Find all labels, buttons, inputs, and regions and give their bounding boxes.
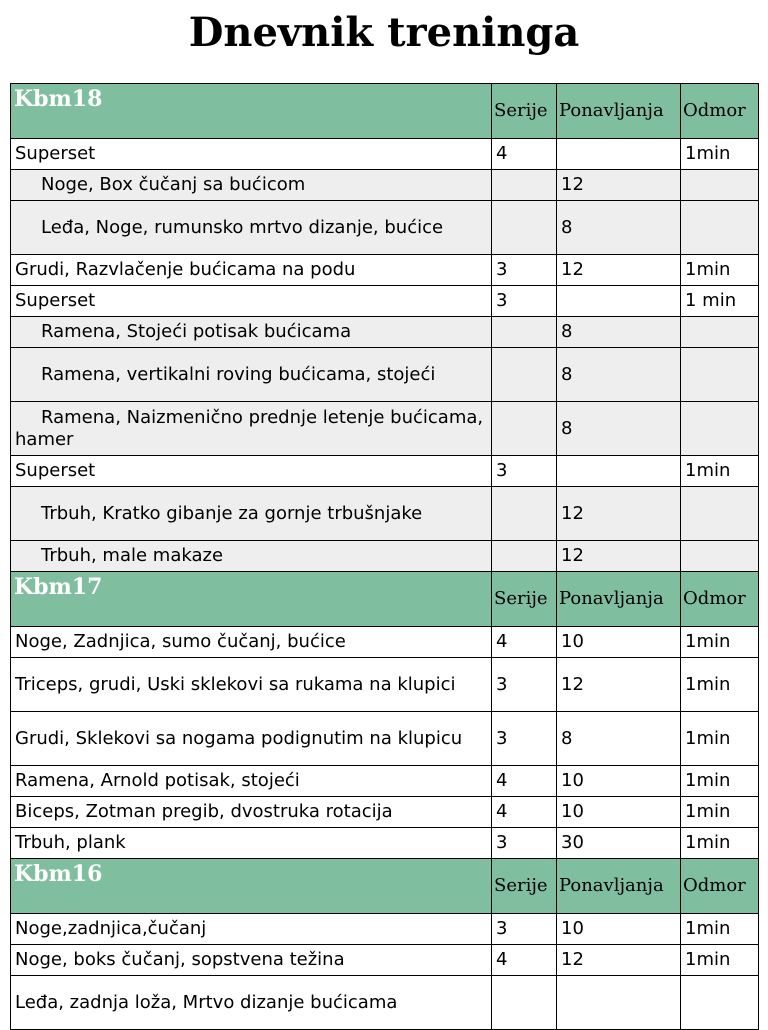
exercise-row — [11, 712, 759, 766]
exercise-name: Grudi, Razvlačenje bućicama na podu — [11, 255, 492, 286]
reps-cell — [557, 139, 681, 170]
reps-cell: 8 — [557, 317, 681, 348]
superset-exercise-row — [11, 317, 759, 348]
exercise-name: Biceps, Zotman pregib, dvostruka rotacija — [11, 797, 492, 828]
superset-exercise-row — [11, 402, 759, 456]
exercise-row — [11, 658, 759, 712]
training-log-body — [11, 84, 759, 1030]
superset-exercise-row — [11, 170, 759, 201]
sets-cell — [492, 402, 557, 456]
rest-cell: 1min — [681, 658, 759, 712]
sets-cell — [492, 317, 557, 348]
rest-cell: 1min — [681, 456, 759, 487]
exercise-name: Trbuh, plank — [11, 828, 492, 859]
reps-column-header: Ponavljanja — [557, 859, 681, 914]
reps-cell — [557, 976, 681, 1030]
exercise-row — [11, 945, 759, 976]
reps-cell: 12 — [557, 170, 681, 201]
exercise-name: Noge, boks čučanj, sopstvena težina — [11, 945, 492, 976]
rest-column-header: Odmor — [681, 859, 759, 914]
sets-cell — [492, 976, 557, 1030]
reps-cell: 12 — [557, 487, 681, 541]
sets-column-header: Serije — [492, 572, 557, 627]
exercise-name: Noge, Box čučanj sa bućicom — [11, 170, 492, 201]
superset-exercise-row — [11, 201, 759, 255]
exercise-name: Noge,zadnjica,čučanj — [11, 914, 492, 945]
superset-exercise-row — [11, 348, 759, 402]
rest-cell — [681, 541, 759, 572]
reps-cell: 10 — [557, 914, 681, 945]
rest-cell: 1min — [681, 766, 759, 797]
exercise-row — [11, 255, 759, 286]
sets-column-header: Serije — [492, 84, 557, 139]
exercise-row — [11, 828, 759, 859]
sets-cell: 3 — [492, 456, 557, 487]
rest-column-header: Odmor — [681, 572, 759, 627]
sets-cell — [492, 201, 557, 255]
exercise-name: Superset — [11, 139, 492, 170]
exercise-name: Trbuh, Kratko gibanje za gornje trbušnjake — [11, 487, 492, 541]
sets-cell: 4 — [492, 766, 557, 797]
reps-cell: 10 — [557, 627, 681, 658]
reps-cell — [557, 456, 681, 487]
exercise-row — [11, 627, 759, 658]
rest-cell: 1min — [681, 945, 759, 976]
reps-column-header: Ponavljanja — [557, 84, 681, 139]
reps-cell: 12 — [557, 945, 681, 976]
reps-cell: 8 — [557, 348, 681, 402]
rest-cell: 1min — [681, 627, 759, 658]
reps-cell: 10 — [557, 766, 681, 797]
rest-cell — [681, 976, 759, 1030]
sets-column-header: Serije — [492, 859, 557, 914]
rest-cell — [681, 402, 759, 456]
exercise-name: Leđa, zadnja loža, Mrtvo dizanje bućicama — [11, 976, 492, 1030]
rest-cell: 1min — [681, 712, 759, 766]
sets-cell: 3 — [492, 914, 557, 945]
exercise-row — [11, 456, 759, 487]
reps-cell: 8 — [557, 201, 681, 255]
exercise-name: Triceps, grudi, Uski sklekovi sa rukama na klupici — [11, 658, 492, 712]
rest-cell — [681, 201, 759, 255]
reps-cell: 12 — [557, 541, 681, 572]
exercise-row — [11, 914, 759, 945]
rest-cell: 1 min — [681, 286, 759, 317]
exercise-name: Grudi, Sklekovi sa nogama podignutim na klupicu — [11, 712, 492, 766]
superset-exercise-row — [11, 487, 759, 541]
exercise-name: Noge, Zadnjica, sumo čučanj, bućice — [11, 627, 492, 658]
rest-cell: 1min — [681, 255, 759, 286]
exercise-name: Ramena, Stojeći potisak bućicama — [11, 317, 492, 348]
section-header-row — [11, 859, 759, 914]
sets-cell: 3 — [492, 286, 557, 317]
training-log-table — [10, 83, 759, 1030]
rest-cell: 1min — [681, 797, 759, 828]
reps-cell: 8 — [557, 402, 681, 456]
exercise-row — [11, 766, 759, 797]
exercise-row — [11, 286, 759, 317]
exercise-name: Leđa, Noge, rumunsko mrtvo dizanje, bućice — [11, 201, 492, 255]
sets-cell: 3 — [492, 828, 557, 859]
exercise-name: Superset — [11, 286, 492, 317]
reps-cell — [557, 286, 681, 317]
sets-cell — [492, 170, 557, 201]
sets-cell: 3 — [492, 658, 557, 712]
section-header-row — [11, 84, 759, 139]
section-title: Kbm16 — [11, 859, 492, 914]
reps-column-header: Ponavljanja — [557, 572, 681, 627]
rest-cell — [681, 487, 759, 541]
exercise-row — [11, 797, 759, 828]
exercise-name: Ramena, vertikalni roving bućicama, stojeći — [11, 348, 492, 402]
section-title: Kbm18 — [11, 84, 492, 139]
sets-cell: 4 — [492, 945, 557, 976]
sets-cell — [492, 348, 557, 402]
rest-cell: 1min — [681, 828, 759, 859]
exercise-name: Ramena, Arnold potisak, stojeći — [11, 766, 492, 797]
section-header-row — [11, 572, 759, 627]
rest-cell: 1min — [681, 139, 759, 170]
superset-exercise-row — [11, 541, 759, 572]
reps-cell: 8 — [557, 712, 681, 766]
exercise-row — [11, 139, 759, 170]
rest-cell: 1min — [681, 914, 759, 945]
sets-cell — [492, 541, 557, 572]
reps-cell: 10 — [557, 797, 681, 828]
exercise-name: Trbuh, male makaze — [11, 541, 492, 572]
reps-cell: 12 — [557, 658, 681, 712]
reps-cell: 12 — [557, 255, 681, 286]
rest-cell — [681, 170, 759, 201]
sets-cell: 4 — [492, 797, 557, 828]
rest-cell — [681, 317, 759, 348]
rest-column-header: Odmor — [681, 84, 759, 139]
sets-cell — [492, 487, 557, 541]
reps-cell: 30 — [557, 828, 681, 859]
sets-cell: 3 — [492, 255, 557, 286]
sets-cell: 4 — [492, 139, 557, 170]
sets-cell: 3 — [492, 712, 557, 766]
section-title: Kbm17 — [11, 572, 492, 627]
page-title: Dnevnik treninga — [188, 9, 580, 56]
exercise-row — [11, 976, 759, 1030]
rest-cell — [681, 348, 759, 402]
exercise-name: Ramena, Naizmenično prednje letenje bućicama, hamer — [11, 402, 492, 456]
sets-cell: 4 — [492, 627, 557, 658]
exercise-name: Superset — [11, 456, 492, 487]
